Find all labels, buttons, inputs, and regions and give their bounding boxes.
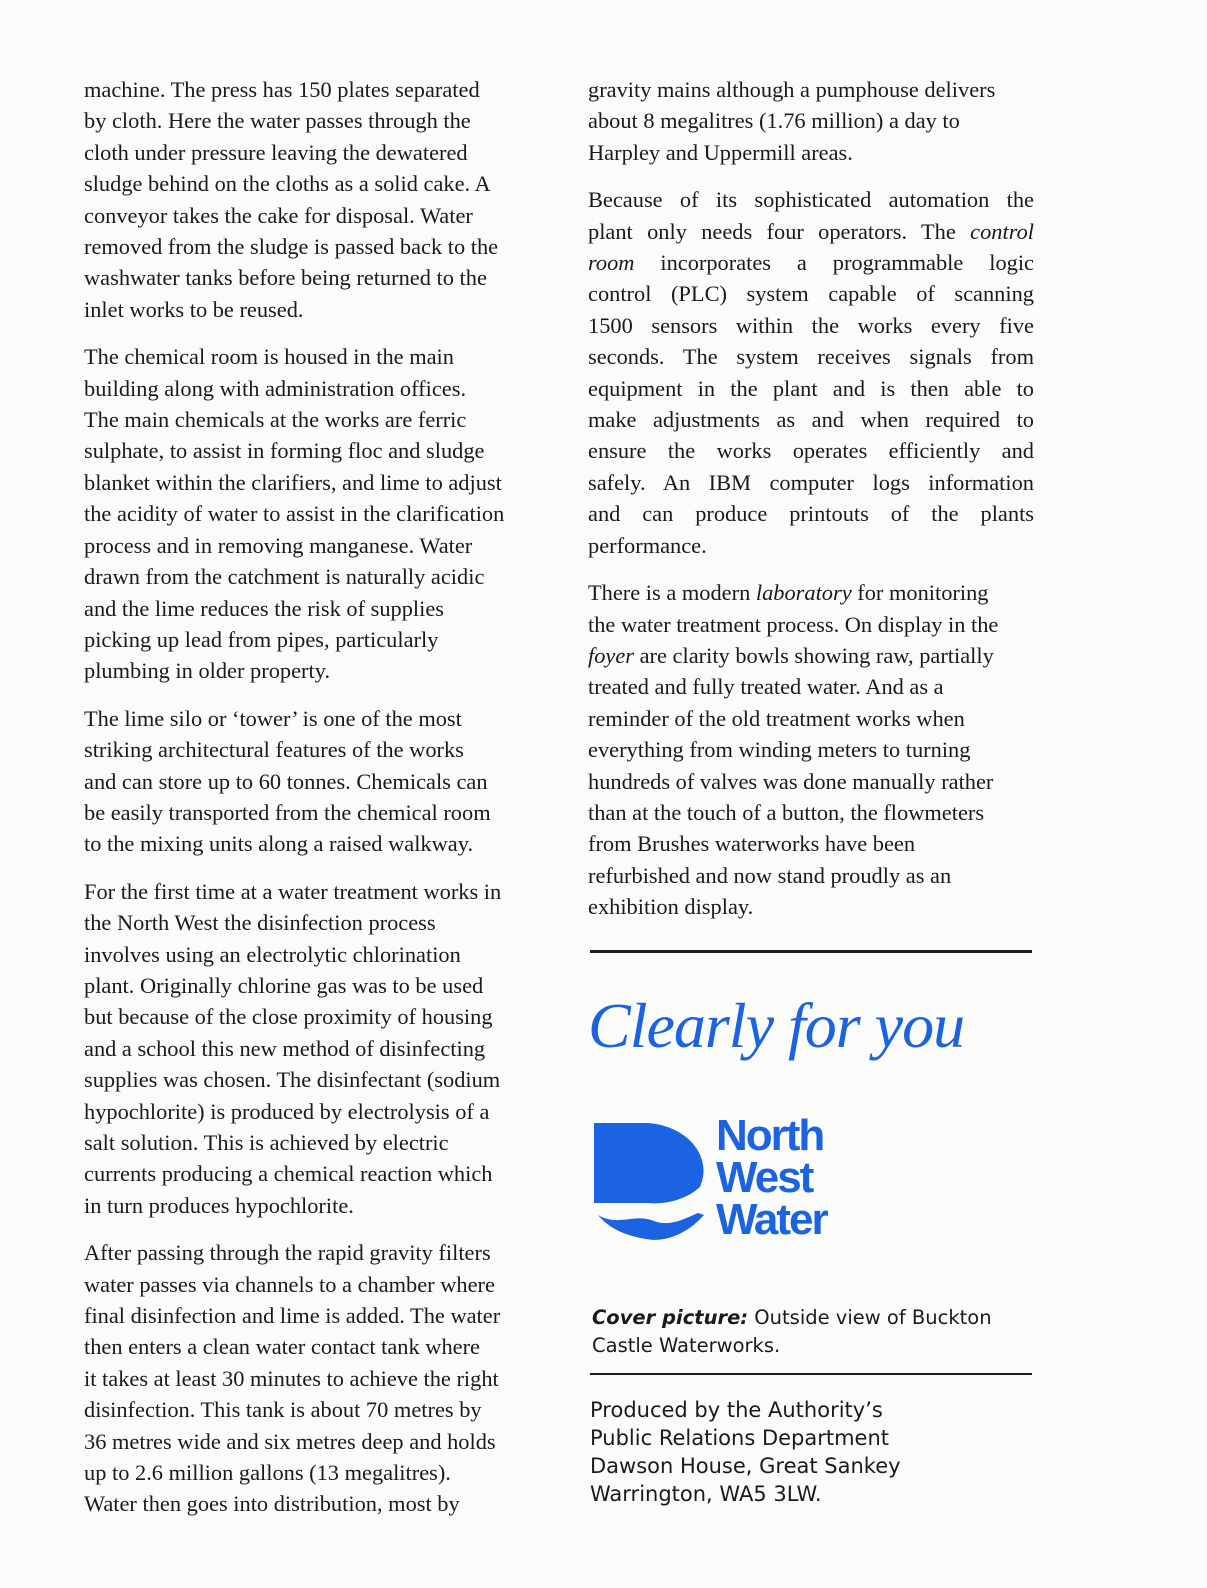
text-line: and the lime reduces the risk of supplies xyxy=(84,595,445,621)
text-line: in turn produces hypochlorite. xyxy=(84,1192,354,1218)
text-line: reminder of the old treatment works when xyxy=(588,705,965,731)
left-text-column xyxy=(84,74,554,1536)
text-line: then enters a clean water contact tank where xyxy=(84,1334,480,1360)
text-line: equipment in the plant and is then able to xyxy=(588,375,1034,401)
text-line: picking up lead from pipes, particularly xyxy=(84,626,439,652)
text-line: the water treatment process. On display in the xyxy=(588,611,999,637)
text-line: and a school this new method of disinfecting xyxy=(84,1035,486,1061)
water-drop-logo-icon xyxy=(592,1115,710,1243)
text-line: room incorporates a programmable logic xyxy=(588,250,1034,276)
text-line: make adjustments as and when required to xyxy=(588,407,1034,433)
text-line: machine. The press has 150 plates separated xyxy=(84,77,480,102)
text-line: conveyor takes the cake for disposal. Water xyxy=(84,202,473,228)
text-line: be easily transported from the chemical room xyxy=(84,799,491,825)
text-line: currents producing a chemical reaction which xyxy=(84,1161,493,1187)
paragraph-distribution xyxy=(588,74,1034,168)
text-line: sludge behind on the cloths as a solid cake. A xyxy=(84,171,491,197)
text-line: process and in removing manganese. Water xyxy=(84,532,473,558)
paragraph-filter-press xyxy=(84,74,554,325)
text-line: water passes via channels to a chamber where xyxy=(84,1271,495,1297)
cover-text: Castle Waterworks. xyxy=(592,1334,781,1357)
text-line: building along with administration offices. xyxy=(84,375,467,401)
text-line: striking architectural features of the works xyxy=(84,737,464,763)
laboratory-emphasis: laboratory xyxy=(755,580,852,606)
text-line: treated and fully treated water. And as a xyxy=(588,674,944,700)
cover-label: Cover picture: xyxy=(592,1306,749,1329)
cover-caption: Cover picture: Outside view of Buckton Castle Waterworks. xyxy=(592,1304,1032,1360)
text-line: exhibition display. xyxy=(588,894,754,920)
text-line: For the first time at a water treatment works in xyxy=(84,878,502,904)
text-line: than at the touch of a button, the flowmeters xyxy=(588,799,985,825)
text-line: safely. An IBM computer logs information xyxy=(588,469,1034,495)
text-line: involves using an electrolytic chlorination xyxy=(84,941,461,967)
text-line: the North West the disinfection process xyxy=(84,910,436,936)
divider-rule xyxy=(590,950,1032,953)
text-line: to the mixing units along a raised walkway. xyxy=(84,831,474,857)
text-line: everything from winding meters to turning xyxy=(588,737,971,763)
text-line: After passing through the rapid gravity filters xyxy=(84,1240,491,1266)
text-line: gravity mains although a pumphouse delivers xyxy=(588,77,996,102)
text-line: The chemical room is housed in the main xyxy=(84,344,454,370)
text-line: The lime silo or ‘tower’ is one of the most xyxy=(84,705,462,731)
text-line: it takes at least 30 minutes to achieve the right xyxy=(84,1365,499,1391)
text-line: sulphate, to assist in forming floc and sludge xyxy=(84,438,485,464)
text-line: and can store up to 60 tonnes. Chemicals can xyxy=(84,768,488,794)
text-line: the acidity of water to assist in the clarification xyxy=(84,501,505,527)
address-line: Produced by the Authority’s xyxy=(590,1398,883,1422)
text-line: hundreds of valves was done manually rather xyxy=(588,768,994,794)
divider-rule xyxy=(590,1373,1032,1375)
text-line: blanket within the clarifiers, and lime to adjust xyxy=(84,469,502,495)
tagline: Clearly for you xyxy=(588,990,965,1061)
text-line: Because of its sophisticated automation the xyxy=(588,187,1034,213)
paragraph-contact-tank xyxy=(84,1237,554,1520)
foyer-emphasis: foyer xyxy=(588,642,635,668)
text-line: plumbing in older property. xyxy=(84,658,331,684)
text-line: inlet works to be reused. xyxy=(84,296,304,322)
text-line: seconds. The system receives signals from xyxy=(588,344,1034,370)
paragraph-lime-silo xyxy=(84,703,554,860)
text-line: There is a modern laboratory for monitoring xyxy=(588,580,989,606)
text-line: final disinfection and lime is added. The water xyxy=(84,1303,501,1329)
text-line: salt solution. This is achieved by electric xyxy=(84,1130,449,1155)
right-text-column xyxy=(588,74,1034,939)
text-line: about 8 megalitres (1.76 million) a day to xyxy=(588,108,960,134)
address-line: Dawson House, Great Sankey xyxy=(590,1454,901,1478)
text-line: Harpley and Uppermill areas. xyxy=(588,139,853,165)
logo-word: West xyxy=(716,1153,813,1202)
text-line: foyer are clarity bowls showing raw, partially xyxy=(588,642,994,668)
text-line: plant only needs four operators. The control xyxy=(588,218,1034,244)
text-line: control (PLC) system capable of scanning xyxy=(588,281,1034,307)
text-line: but because of the close proximity of housing xyxy=(84,1004,493,1030)
address-line: Public Relations Department xyxy=(590,1426,890,1450)
producer-address xyxy=(590,1396,1030,1508)
text-line: Water then goes into distribution, most by xyxy=(84,1491,460,1517)
text-line: hypochlorite) is produced by electrolysis of a xyxy=(84,1098,490,1124)
text-line: The main chemicals at the works are ferric xyxy=(84,407,467,433)
text-line: disinfection. This tank is about 70 metres by xyxy=(84,1397,482,1423)
text-line: washwater tanks before being returned to the xyxy=(84,265,487,291)
logo-word: Water xyxy=(716,1195,827,1244)
logo-word: North xyxy=(716,1111,824,1160)
text-line: 1500 sensors within the works every five xyxy=(588,312,1034,338)
text-line: removed from the sludge is passed back to the xyxy=(84,234,499,260)
text-line: up to 2.6 million gallons (13 megalitres). xyxy=(84,1460,451,1486)
paragraph-chemical-room xyxy=(84,341,554,686)
text-line: and can produce printouts of the plants xyxy=(588,501,1034,527)
text-line: ensure the works operates efficiently and xyxy=(588,438,1034,464)
text-line: cloth under pressure leaving the dewatered xyxy=(84,139,468,165)
room-emphasis: room xyxy=(588,250,635,276)
paragraph-disinfection xyxy=(84,876,554,1221)
north-west-water-logo xyxy=(592,1111,862,1245)
address-line: Warrington, WA5 3LW. xyxy=(590,1482,822,1506)
text-line: 36 metres wide and six metres deep and holds xyxy=(84,1428,496,1454)
text-line: refurbished and now stand proudly as an xyxy=(588,862,952,888)
paragraph-laboratory xyxy=(588,577,1034,922)
text-line: plant. Originally chlorine gas was to be used xyxy=(84,972,484,998)
text-line: supplies was chosen. The disinfectant (sodium xyxy=(84,1067,501,1093)
control-emphasis: control xyxy=(970,218,1034,244)
text-line: drawn from the catchment is naturally acidic xyxy=(84,564,485,590)
paragraph-control-room xyxy=(588,184,1034,561)
text-line: performance. xyxy=(588,532,707,558)
logo-wordmark xyxy=(716,1111,827,1244)
text-line: by cloth. Here the water passes through the xyxy=(84,108,471,134)
text-line: from Brushes waterworks have been xyxy=(588,831,916,857)
